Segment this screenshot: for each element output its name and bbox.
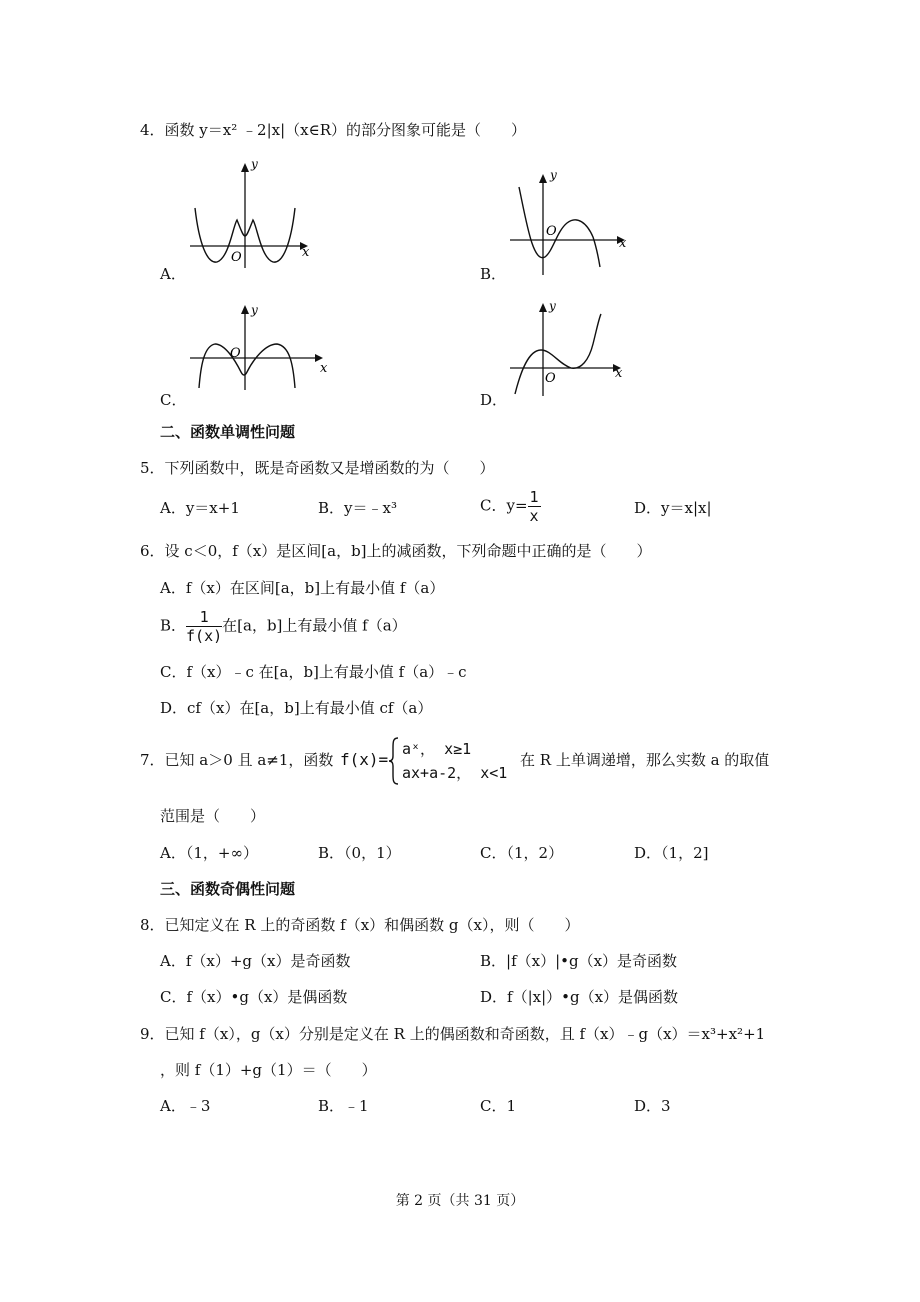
- q5-option-d[interactable]: D．y＝x|x|: [634, 499, 712, 517]
- q6-b-numerator: 1: [186, 608, 222, 627]
- q7-option-a[interactable]: A．（1，+∞）: [160, 844, 258, 862]
- graph-a-y-label: y: [251, 157, 258, 171]
- q9-option-d[interactable]: D．3: [634, 1097, 671, 1115]
- q8-stem: 8．已知定义在 R 上的奇函数 f（x）和偶函数 g（x），则（ ）: [140, 916, 580, 934]
- q4-stem: 4．函数 y＝x² ﹣2|x|（x∈R）的部分图象可能是（ ）: [140, 121, 526, 139]
- q9-option-b[interactable]: B．﹣1: [318, 1097, 369, 1115]
- q5-c-numerator: 1: [529, 488, 539, 506]
- q7-case-2: ax+a-2， x<1: [402, 764, 508, 782]
- graph-d-y-label: y: [549, 299, 556, 313]
- page-footer: 第 2 页（共 31 页）: [395, 1193, 525, 1209]
- graph-a-origin: O: [231, 250, 242, 265]
- graph-d-origin: O: [545, 371, 556, 386]
- q6-option-b-fraction: [186, 608, 222, 645]
- q4-option-b[interactable]: B．: [480, 265, 507, 283]
- q5-c-denominator: x: [529, 507, 539, 525]
- q4-option-d[interactable]: D．: [480, 391, 508, 409]
- q5-option-c[interactable]: [480, 488, 541, 525]
- q9-option-c[interactable]: C．1: [480, 1097, 517, 1115]
- section-3-heading: 三、函数奇偶性问题: [160, 880, 296, 898]
- q8-option-b[interactable]: B．|f（x）|•g（x）是奇函数: [480, 952, 678, 970]
- graph-c-origin: O: [230, 346, 241, 361]
- q7-prefix: 7．已知 a＞0 且 a≠1，函数: [140, 751, 334, 769]
- q7-piecewise: [340, 736, 518, 786]
- q6-stem: 6．设 c＜0，f（x）是区间[a，b]上的减函数，下列命题中正确的是（ ）: [140, 542, 652, 560]
- q7-case-1: aˣ， x≥1: [402, 740, 472, 758]
- q6-option-b-suffix: 在[a，b]上有最小值 f（a）: [222, 616, 407, 635]
- graph-c: [185, 300, 335, 395]
- q8-option-c[interactable]: C．f（x）•g（x）是偶函数: [160, 988, 348, 1006]
- q9-option-a[interactable]: A．﹣3: [160, 1097, 211, 1115]
- q5-option-b[interactable]: B．y＝﹣x³: [318, 499, 397, 517]
- q6-option-c[interactable]: C．f（x）﹣c 在[a，b]上有最小值 f（a）﹣c: [160, 663, 467, 681]
- graph-c-x-label: x: [320, 361, 328, 376]
- q4-option-c[interactable]: C．: [160, 391, 187, 409]
- graph-b-y-label: y: [550, 168, 557, 182]
- q5-option-c-prefix: C．y=: [480, 496, 528, 515]
- graph-a: [185, 158, 325, 273]
- graph-d-x-label: x: [615, 366, 623, 381]
- section-2-heading: 二、函数单调性问题: [160, 423, 296, 441]
- left-brace-icon: [388, 736, 400, 786]
- q5-option-a[interactable]: A．y＝x+1: [160, 499, 240, 517]
- q7-line-2: 范围是（ ）: [160, 807, 266, 825]
- q7-option-d[interactable]: D．（1，2]: [634, 844, 709, 862]
- graph-b: [505, 165, 645, 280]
- q7-option-b[interactable]: B．（0，1）: [318, 844, 401, 862]
- q9-stem: 9．已知 f（x），g（x）分别是定义在 R 上的偶函数和奇函数，且 f（x）﹣g（x）＝x³+x²+1: [140, 1025, 766, 1043]
- q8-option-a[interactable]: A．f（x）+g（x）是奇函数: [160, 952, 351, 970]
- q8-option-d[interactable]: D．f（|x|）•g（x）是偶函数: [480, 988, 679, 1006]
- q4-option-a[interactable]: A．: [160, 265, 186, 283]
- graph-c-y-label: y: [251, 303, 258, 317]
- q6-option-b-prefix: B．: [160, 616, 187, 635]
- q6-option-d[interactable]: D．cf（x）在[a，b]上有最小值 cf（a）: [160, 699, 433, 717]
- q9-line-2: ，则 f（1）+g（1）＝（ ）: [160, 1061, 377, 1079]
- q6-option-b[interactable]: [160, 608, 407, 645]
- graph-b-x-label: x: [619, 236, 627, 251]
- q7-fx: f(x)=: [340, 750, 389, 769]
- q7-suffix: 在 R 上单调递增，那么实数 a 的取值: [520, 751, 770, 769]
- q5-stem: 5．下列函数中，既是奇函数又是增函数的为（ ）: [140, 459, 495, 477]
- graph-a-x-label: x: [302, 245, 310, 260]
- graph-b-origin: O: [546, 224, 557, 239]
- graph-d: [505, 298, 645, 398]
- q5-option-c-fraction: [528, 488, 541, 525]
- q7-option-c[interactable]: C．（1，2）: [480, 844, 564, 862]
- q6-b-denominator: f(x): [186, 627, 223, 645]
- q6-option-a[interactable]: A．f（x）在区间[a，b]上有最小值 f（a）: [160, 579, 445, 597]
